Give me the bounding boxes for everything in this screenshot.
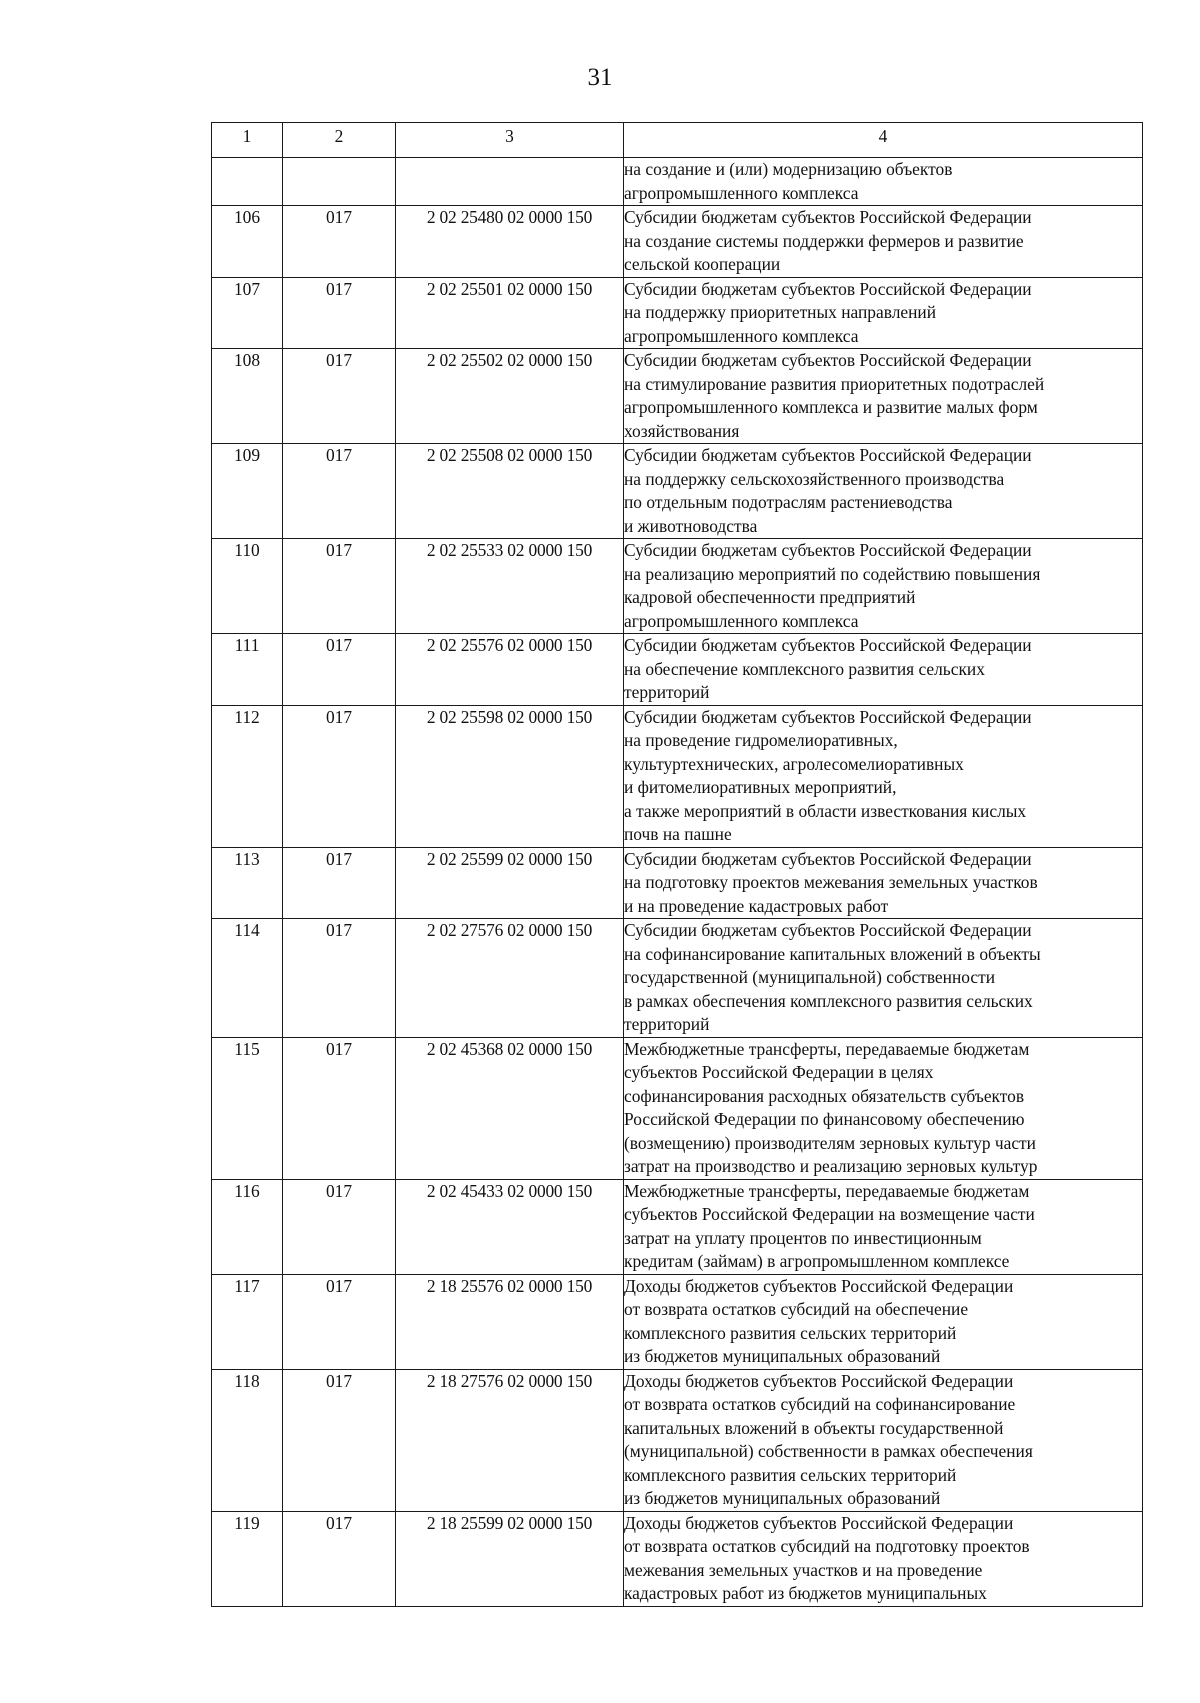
description-cell <box>624 1037 1143 1179</box>
description-line: и животноводства <box>624 515 758 536</box>
revenue-code-cell: 2 02 27576 02 0000 150 <box>396 919 624 1038</box>
admin-code-cell: 017 <box>283 919 396 1038</box>
description-cell <box>624 1369 1143 1511</box>
column-header-2: 2 <box>283 123 396 158</box>
admin-code-cell: 017 <box>283 634 396 706</box>
revenue-code-cell: 2 18 25599 02 0000 150 <box>396 1511 624 1606</box>
description-line: софинансирования расходных обязательств субъектов <box>624 1085 1025 1106</box>
row-number-cell: 116 <box>212 1179 283 1274</box>
description-line: Российской Федерации по финансовому обеспечению <box>624 1109 1025 1129</box>
column-header-4: 4 <box>624 123 1143 158</box>
table-row <box>212 349 1143 444</box>
description-line: субъектов Российской Федерации на возмещение части <box>624 1204 1035 1224</box>
row-number-cell: 114 <box>212 919 283 1038</box>
revenue-code-cell: 2 02 25598 02 0000 150 <box>396 705 624 847</box>
description-line: на создание и (или) модернизацию объектов <box>624 159 953 179</box>
description-cell <box>624 158 1143 206</box>
description-line: сельской кооперации <box>624 254 781 274</box>
table-body <box>212 123 1143 1607</box>
description-cell <box>624 1274 1143 1369</box>
description-line: Субсидии бюджетам субъектов Российской Федерации <box>624 207 1032 227</box>
revenue-code-cell: 2 18 25576 02 0000 150 <box>396 1274 624 1369</box>
description-line: Субсидии бюджетам субъектов Российской Федерации <box>624 706 1032 727</box>
budget-revenue-table <box>211 122 1143 1607</box>
description-line: территорий <box>624 682 710 702</box>
description-line: на создание системы поддержки фермеров и развитие <box>624 230 1024 251</box>
row-number-cell: 117 <box>212 1274 283 1369</box>
row-number-cell: 115 <box>212 1037 283 1179</box>
description-line: и на проведение кадастровых работ <box>624 895 889 916</box>
description-line: на подготовку проектов межевания земельных участков <box>624 872 1038 892</box>
row-number-cell: 113 <box>212 847 283 919</box>
description-cell <box>624 705 1143 847</box>
description-line: от возврата остатков субсидий на софинансирование <box>624 1394 1016 1414</box>
description-line: комплексного развития сельских территорий <box>624 1322 957 1343</box>
table-header-row <box>212 123 1143 158</box>
description-line: Доходы бюджетов субъектов Российской Федерации <box>624 1370 1014 1391</box>
description-line: затрат на производство и реализацию зерновых культур <box>624 1156 1038 1176</box>
revenue-code-cell: 2 02 25599 02 0000 150 <box>396 847 624 919</box>
description-line: из бюджетов муниципальных образований <box>624 1346 941 1366</box>
description-line: на стимулирование развития приоритетных подотраслей <box>624 373 1045 394</box>
description-line: кадастровых работ из бюджетов муниципальных <box>624 1583 987 1603</box>
revenue-code-cell: 2 02 25533 02 0000 150 <box>396 539 624 634</box>
continuation-row <box>212 158 1143 206</box>
description-line: Доходы бюджетов субъектов Российской Федерации <box>624 1512 1014 1533</box>
row-number-cell: 112 <box>212 705 283 847</box>
description-line: агропромышленного комплекса <box>624 182 859 203</box>
admin-code-cell: 017 <box>283 1369 396 1511</box>
description-cell <box>624 349 1143 444</box>
revenue-code-cell: 2 02 45368 02 0000 150 <box>396 1037 624 1179</box>
description-line: на софинансирование капитальных вложений в объекты <box>624 943 1041 964</box>
table-row <box>212 1274 1143 1369</box>
row-number-cell <box>212 158 283 206</box>
description-cell <box>624 634 1143 706</box>
description-line: Субсидии бюджетам субъектов Российской Федерации <box>624 278 1032 299</box>
description-line: хозяйствования <box>624 420 740 441</box>
admin-code-cell: 017 <box>283 444 396 539</box>
description-line: в рамках обеспечения комплексного развития сельских <box>624 990 1033 1011</box>
admin-code-cell: 017 <box>283 1274 396 1369</box>
description-line: на реализацию мероприятий по содействию повышения <box>624 563 1041 584</box>
description-line: Субсидии бюджетам субъектов Российской Федерации <box>624 848 1032 869</box>
description-line: капитальных вложений в объекты государственной <box>624 1417 1004 1438</box>
description-line: и фитомелиоративных мероприятий, <box>624 777 897 797</box>
description-line: на поддержку приоритетных направлений <box>624 302 937 322</box>
row-number-cell: 111 <box>212 634 283 706</box>
description-line: а также мероприятий в области известкования кислых <box>624 800 1027 821</box>
description-line: Субсидии бюджетам субъектов Российской Федерации <box>624 350 1032 370</box>
description-line: Субсидии бюджетам субъектов Российской Федерации <box>624 540 1032 560</box>
description-cell <box>624 539 1143 634</box>
description-line: Доходы бюджетов субъектов Российской Федерации <box>624 1275 1014 1296</box>
table-row <box>212 277 1143 349</box>
description-line: кадровой обеспеченности предприятий <box>624 587 916 607</box>
table-row <box>212 1179 1143 1274</box>
description-line: Межбюджетные трансферты, передаваемые бюджетам <box>624 1038 1030 1059</box>
admin-code-cell: 017 <box>283 1037 396 1179</box>
description-line: почв на пашне <box>624 824 732 844</box>
description-line: государственной (муниципальной) собственности <box>624 967 996 987</box>
description-line: от возврата остатков субсидий на обеспечение <box>624 1299 969 1319</box>
description-line: (возмещению) производителям зерновых культур части <box>624 1132 1036 1153</box>
page-number: 31 <box>587 64 613 91</box>
description-line: по отдельным подотраслям растениеводства <box>624 492 953 512</box>
description-line: комплексного развития сельских территорий <box>624 1464 957 1485</box>
revenue-code-cell: 2 02 25502 02 0000 150 <box>396 349 624 444</box>
row-number-cell: 107 <box>212 277 283 349</box>
column-header-1: 1 <box>212 123 283 158</box>
table-row <box>212 444 1143 539</box>
table-row <box>212 1369 1143 1511</box>
description-line: на проведение гидромелиоративных, <box>624 730 898 750</box>
row-number-cell: 106 <box>212 206 283 278</box>
description-line: Субсидии бюджетам субъектов Российской Федерации <box>624 920 1032 940</box>
description-line: из бюджетов муниципальных образований <box>624 1488 941 1508</box>
description-cell <box>624 919 1143 1038</box>
table-row <box>212 539 1143 634</box>
description-line: агропромышленного комплекса и развитие малых форм <box>624 397 1038 417</box>
description-cell <box>624 206 1143 278</box>
revenue-code-cell: 2 02 25501 02 0000 150 <box>396 277 624 349</box>
description-line: субъектов Российской Федерации в целях <box>624 1062 934 1082</box>
revenue-code-cell: 2 02 25480 02 0000 150 <box>396 206 624 278</box>
description-cell <box>624 1511 1143 1606</box>
description-line: затрат на уплату процентов по инвестиционным <box>624 1227 982 1248</box>
row-number-cell: 110 <box>212 539 283 634</box>
admin-code-cell: 017 <box>283 539 396 634</box>
table-row <box>212 206 1143 278</box>
description-line: Субсидии бюджетам субъектов Российской Федерации <box>624 445 1032 465</box>
row-number-cell: 109 <box>212 444 283 539</box>
description-line: кредитам (займам) в агропромышленном комплексе <box>624 1251 1010 1271</box>
description-cell <box>624 277 1143 349</box>
admin-code-cell: 017 <box>283 705 396 847</box>
admin-code-cell: 017 <box>283 206 396 278</box>
description-cell <box>624 847 1143 919</box>
admin-code-cell: 017 <box>283 1511 396 1606</box>
row-number-cell: 108 <box>212 349 283 444</box>
table-row <box>212 1511 1143 1606</box>
revenue-code-cell: 2 18 27576 02 0000 150 <box>396 1369 624 1511</box>
revenue-code-cell: 2 02 45433 02 0000 150 <box>396 1179 624 1274</box>
admin-code-cell: 017 <box>283 349 396 444</box>
description-line: агропромышленного комплекса <box>624 325 859 346</box>
table-row <box>212 919 1143 1038</box>
description-line: Субсидии бюджетам субъектов Российской Федерации <box>624 635 1032 655</box>
column-header-3: 3 <box>396 123 624 158</box>
table-row <box>212 705 1143 847</box>
admin-code-cell: 017 <box>283 277 396 349</box>
revenue-code-cell: 2 02 25576 02 0000 150 <box>396 634 624 706</box>
description-line: агропромышленного комплекса <box>624 610 859 631</box>
description-line: на поддержку сельскохозяйственного производства <box>624 468 1005 489</box>
description-cell <box>624 444 1143 539</box>
admin-code-cell: 017 <box>283 847 396 919</box>
description-line: культуртехнических, агролесомелиоративных <box>624 753 964 774</box>
row-number-cell: 119 <box>212 1511 283 1606</box>
revenue-code-cell: 2 02 25508 02 0000 150 <box>396 444 624 539</box>
description-line: межевания земельных участков и на проведение <box>624 1559 983 1580</box>
table-row <box>212 1037 1143 1179</box>
row-number-cell: 118 <box>212 1369 283 1511</box>
description-cell <box>624 1179 1143 1274</box>
admin-code-cell: 017 <box>283 1179 396 1274</box>
description-line: на обеспечение комплексного развития сельских <box>624 658 985 679</box>
table-row <box>212 634 1143 706</box>
description-line: (муниципальной) собственности в рамках обеспечения <box>624 1441 1033 1461</box>
table-row <box>212 847 1143 919</box>
description-line: Межбюджетные трансферты, передаваемые бюджетам <box>624 1180 1030 1201</box>
revenue-code-cell <box>396 158 624 206</box>
description-line: от возврата остатков субсидий на подготовку проектов <box>624 1536 1030 1556</box>
admin-code-cell <box>283 158 396 206</box>
description-line: территорий <box>624 1014 710 1034</box>
